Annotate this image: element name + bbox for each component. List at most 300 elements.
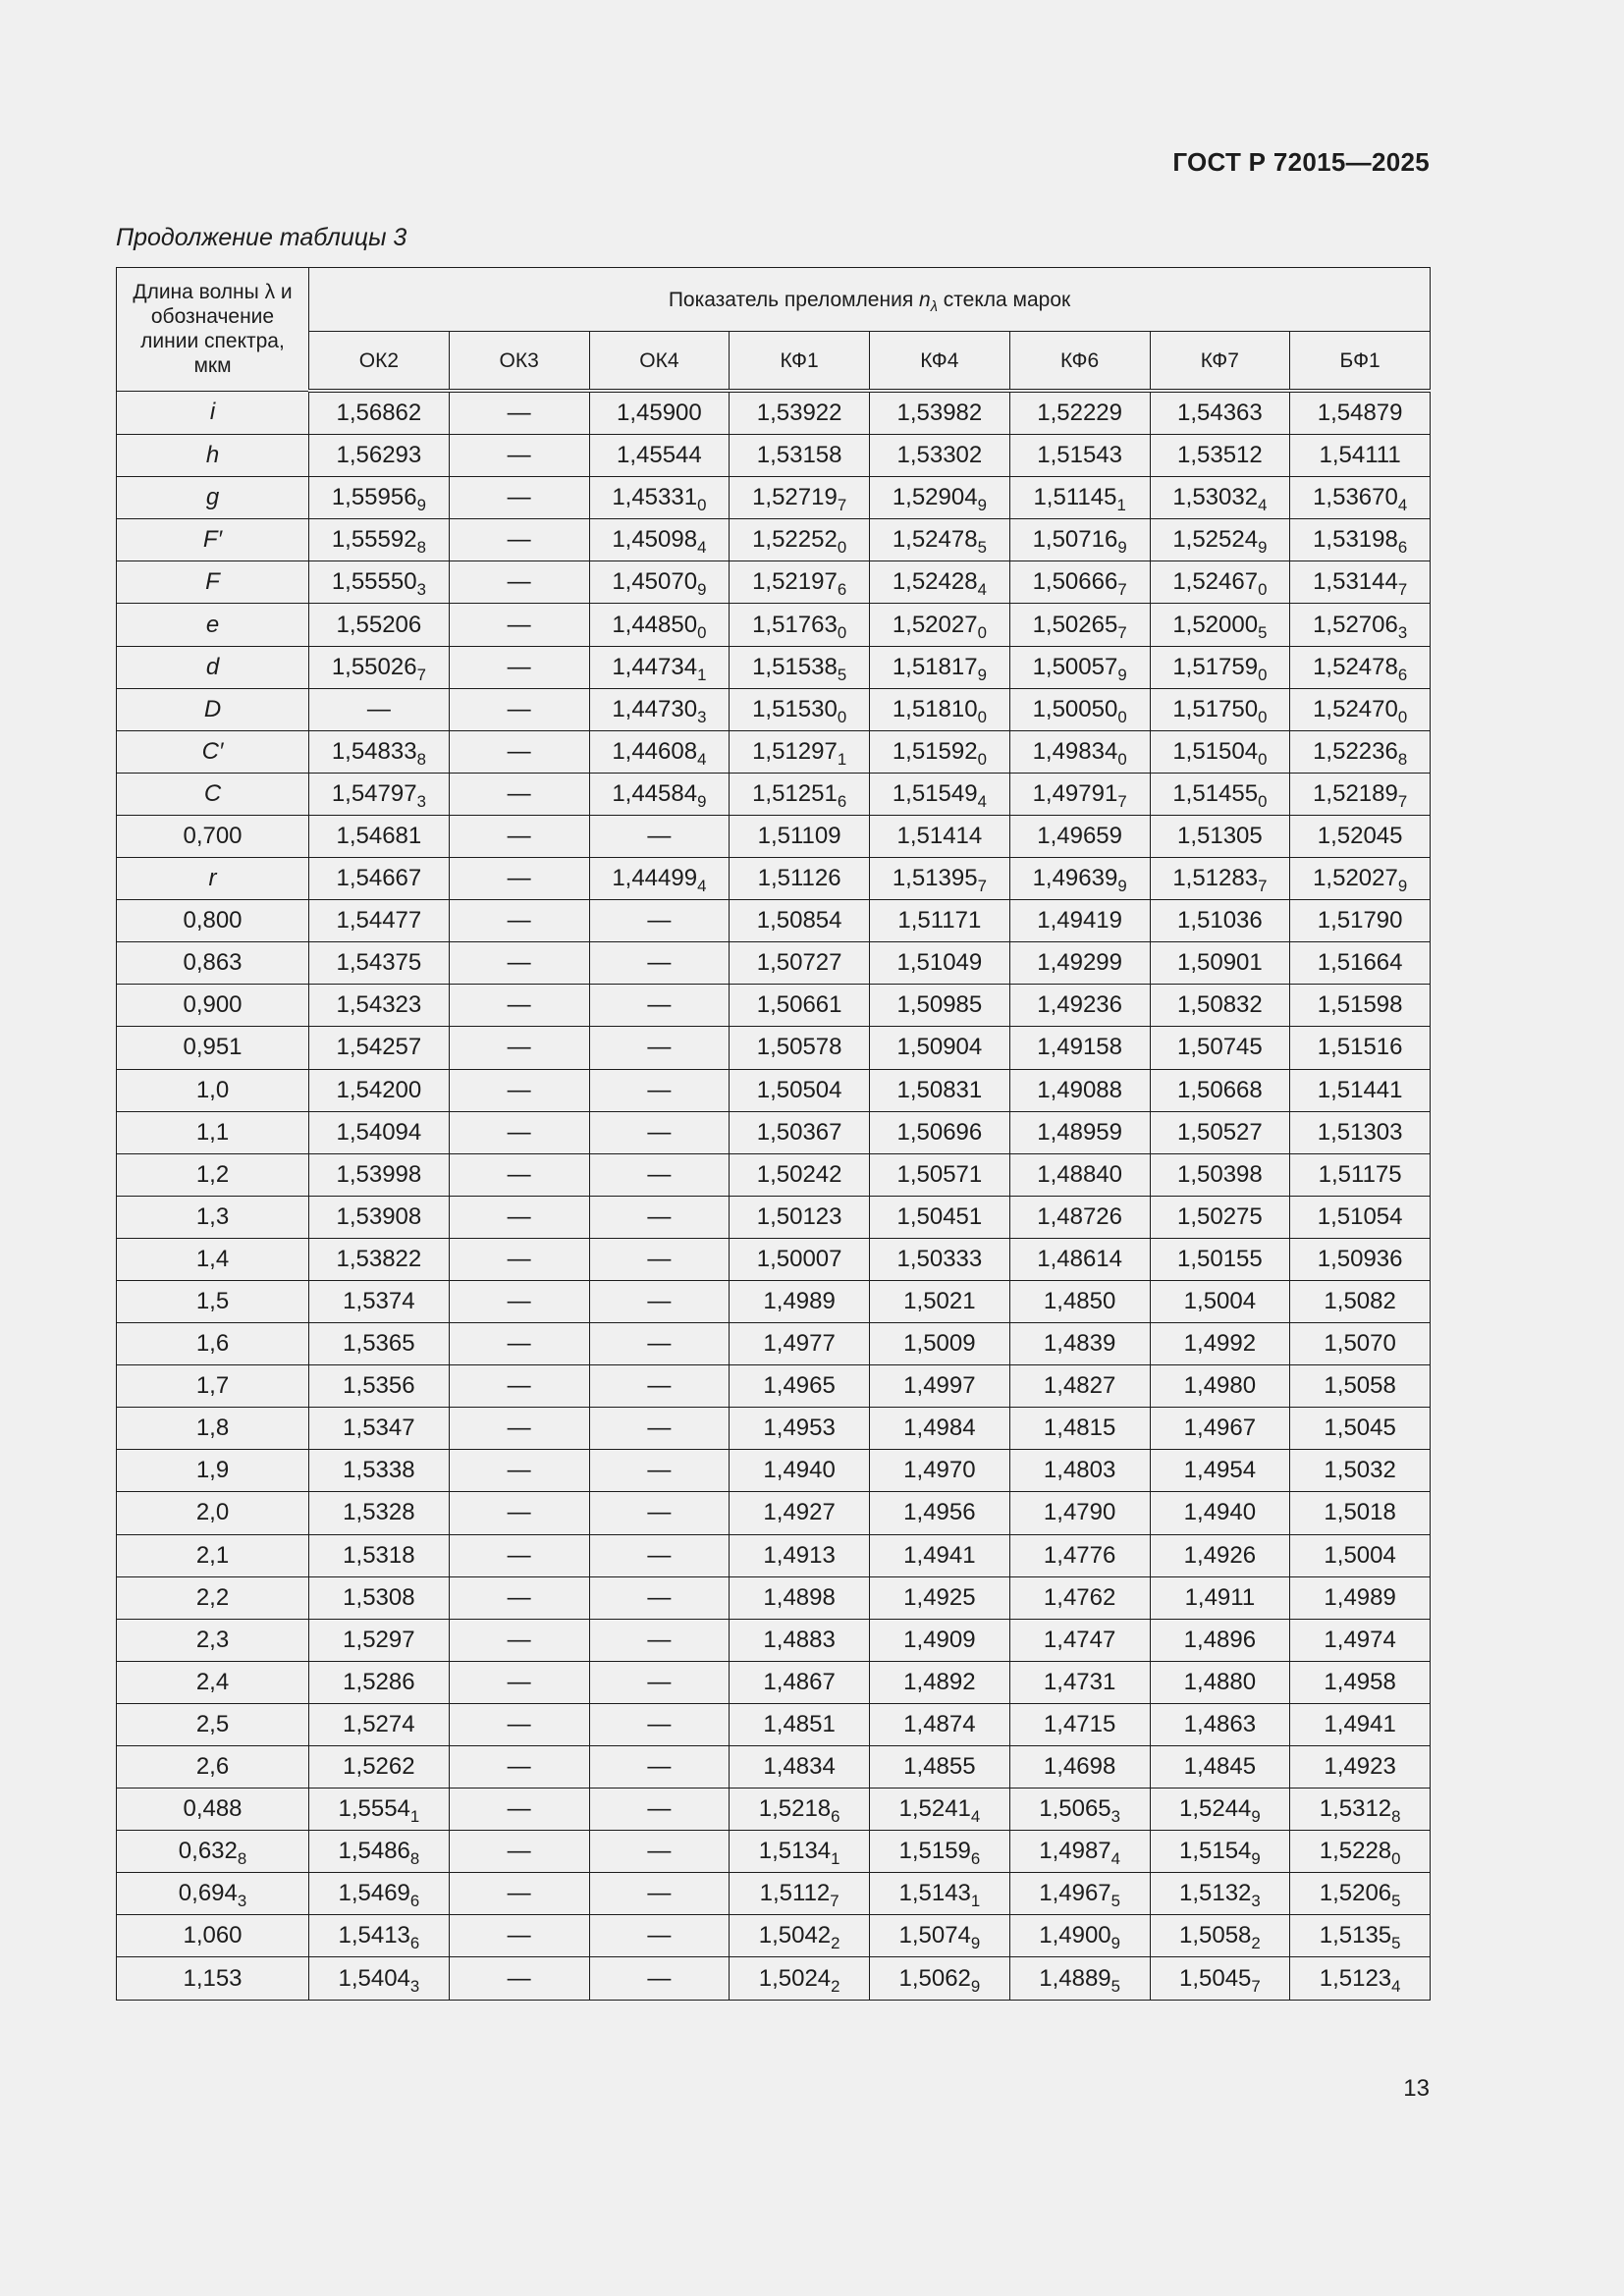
wavelength-label-cell: 1,2 xyxy=(117,1153,309,1196)
document-standard-header: ГОСТ Р 72015—2025 xyxy=(1172,147,1430,177)
refraction-value-cell: — xyxy=(449,942,589,985)
refraction-value-cell: 1,51598 xyxy=(1290,985,1431,1027)
wavelength-label-cell: $0,632_8$ xyxy=(117,1831,309,1873)
refraction-value-cell: $1,52467_0$ xyxy=(1150,561,1290,604)
refraction-value-cell: 1,4880 xyxy=(1150,1661,1290,1703)
refraction-value-cell: $1,52027_0$ xyxy=(870,604,1010,646)
refraction-value-cell: 1,5004 xyxy=(1150,1280,1290,1322)
table-header xyxy=(117,268,1431,392)
refraction-value-cell: $1,49639_9$ xyxy=(1009,858,1150,900)
refraction-value-cell: — xyxy=(449,1746,589,1789)
refraction-value-cell: — xyxy=(589,1831,730,1873)
refraction-value-cell: — xyxy=(589,1576,730,1619)
refraction-value-cell: 1,51664 xyxy=(1290,942,1431,985)
refraction-value-cell: 1,50668 xyxy=(1150,1069,1290,1111)
refraction-value-cell: $1,5074_9$ xyxy=(870,1915,1010,1957)
refraction-value-cell: $1,45331_0$ xyxy=(589,477,730,519)
refraction-value-cell: $1,53670_4$ xyxy=(1290,477,1431,519)
refraction-value-cell: 1,49419 xyxy=(1009,900,1150,942)
refraction-value-cell: 1,4863 xyxy=(1150,1703,1290,1745)
refraction-value-cell: 1,53922 xyxy=(730,391,870,435)
refraction-value-cell: 1,50578 xyxy=(730,1027,870,1069)
refraction-value-cell: — xyxy=(449,1323,589,1365)
refraction-value-cell: 1,56862 xyxy=(309,391,450,435)
refraction-value-cell: 1,4698 xyxy=(1009,1746,1150,1789)
refraction-value-cell: — xyxy=(589,1450,730,1492)
refraction-value-cell: — xyxy=(589,985,730,1027)
table-row xyxy=(117,773,1431,815)
wavelength-label-cell: 1,5 xyxy=(117,1280,309,1322)
refraction-value-cell: $1,5469_6$ xyxy=(309,1873,450,1915)
wavelength-label-cell: 2,4 xyxy=(117,1661,309,1703)
refraction-value-cell: 1,4958 xyxy=(1290,1661,1431,1703)
table-row xyxy=(117,391,1431,435)
refraction-value-cell: 1,4874 xyxy=(870,1703,1010,1745)
refraction-value-cell: — xyxy=(449,1027,589,1069)
refraction-value-cell: 1,51303 xyxy=(1290,1111,1431,1153)
refraction-value-cell: — xyxy=(589,1111,730,1153)
refraction-value-cell: 1,56293 xyxy=(309,435,450,477)
wavelength-label-cell: 0,863 xyxy=(117,942,309,985)
refraction-value-cell: 1,51516 xyxy=(1290,1027,1431,1069)
refraction-value-cell: 1,4845 xyxy=(1150,1746,1290,1789)
refraction-value-cell: $1,5159_6$ xyxy=(870,1831,1010,1873)
refraction-value-cell: 1,5032 xyxy=(1290,1450,1431,1492)
refraction-value-cell: — xyxy=(589,1238,730,1280)
refraction-value-cell: — xyxy=(449,391,589,435)
refraction-value-cell: 1,4984 xyxy=(870,1408,1010,1450)
refraction-value-cell: 1,4834 xyxy=(730,1746,870,1789)
refraction-value-cell: — xyxy=(589,1365,730,1408)
refraction-value-cell: 1,4790 xyxy=(1009,1492,1150,1534)
refraction-value-cell: $1,51750_0$ xyxy=(1150,688,1290,730)
wavelength-label-cell: 2,0 xyxy=(117,1492,309,1534)
refraction-value-cell: 1,4913 xyxy=(730,1534,870,1576)
refraction-value-cell: 1,4911 xyxy=(1150,1576,1290,1619)
table-row xyxy=(117,1576,1431,1619)
refraction-value-cell: — xyxy=(449,435,589,477)
refraction-value-cell: 1,4989 xyxy=(1290,1576,1431,1619)
refraction-value-cell: 1,53302 xyxy=(870,435,1010,477)
refraction-value-cell: — xyxy=(589,900,730,942)
refraction-value-cell: $1,50057_9$ xyxy=(1009,646,1150,688)
refraction-value-cell: 1,50398 xyxy=(1150,1153,1290,1196)
refraction-value-cell: — xyxy=(589,1746,730,1789)
table-row xyxy=(117,942,1431,985)
refraction-value-cell: — xyxy=(449,1450,589,1492)
wavelength-label-cell: $0,694_3$ xyxy=(117,1873,309,1915)
refraction-value-cell: 1,4883 xyxy=(730,1619,870,1661)
refraction-value-cell: $1,44499_4$ xyxy=(589,858,730,900)
table-row xyxy=(117,1450,1431,1492)
refraction-value-cell: 1,54094 xyxy=(309,1111,450,1153)
refraction-value-cell: 1,53908 xyxy=(309,1196,450,1238)
refraction-value-cell: 1,5328 xyxy=(309,1492,450,1534)
refraction-value-cell: 1,51036 xyxy=(1150,900,1290,942)
refraction-value-cell: 1,49158 xyxy=(1009,1027,1150,1069)
refraction-value-cell: 1,4925 xyxy=(870,1576,1010,1619)
refraction-value-cell: 1,4923 xyxy=(1290,1746,1431,1789)
refraction-value-cell: $1,5123_4$ xyxy=(1290,1957,1431,2000)
refraction-value-cell: $1,50265_7$ xyxy=(1009,604,1150,646)
refraction-value-cell: $1,4987_4$ xyxy=(1009,1831,1150,1873)
refraction-value-cell: — xyxy=(449,1619,589,1661)
refraction-value-cell: $1,55550_3$ xyxy=(309,561,450,604)
refraction-value-cell: 1,54879 xyxy=(1290,391,1431,435)
wavelength-label-cell: 0,951 xyxy=(117,1027,309,1069)
wavelength-label-cell: 1,3 xyxy=(117,1196,309,1238)
refraction-value-cell: — xyxy=(449,477,589,519)
refraction-value-cell: 1,4989 xyxy=(730,1280,870,1322)
table-row xyxy=(117,1153,1431,1196)
refraction-value-cell: $1,44850_0$ xyxy=(589,604,730,646)
refraction-value-cell: $1,5045_7$ xyxy=(1150,1957,1290,2000)
refraction-value-cell: 1,54200 xyxy=(309,1069,450,1111)
refraction-value-cell: 1,52045 xyxy=(1290,815,1431,857)
refraction-value-cell: $1,52000_5$ xyxy=(1150,604,1290,646)
table-row xyxy=(117,1323,1431,1365)
refraction-value-cell: 1,5318 xyxy=(309,1534,450,1576)
table-row xyxy=(117,1831,1431,1873)
refraction-value-cell: — xyxy=(449,1957,589,2000)
table-row xyxy=(117,435,1431,477)
wavelength-label-cell: 2,3 xyxy=(117,1619,309,1661)
refraction-value-cell: 1,48614 xyxy=(1009,1238,1150,1280)
refraction-value-cell: 1,4965 xyxy=(730,1365,870,1408)
column-header: ОК2 xyxy=(309,332,450,392)
refraction-value-cell: 1,4839 xyxy=(1009,1323,1150,1365)
refraction-value-cell: $1,52719_7$ xyxy=(730,477,870,519)
refraction-value-cell: $1,51592_0$ xyxy=(870,730,1010,773)
refraction-value-cell: — xyxy=(449,1280,589,1322)
refraction-value-cell: $1,5062_9$ xyxy=(870,1957,1010,2000)
refraction-value-cell: — xyxy=(449,1111,589,1153)
wavelength-label-cell: 0,488 xyxy=(117,1789,309,1831)
table-row xyxy=(117,1492,1431,1534)
refraction-value-cell: — xyxy=(589,1153,730,1196)
refraction-value-cell: $1,51759_0$ xyxy=(1150,646,1290,688)
table-row xyxy=(117,1111,1431,1153)
refraction-value-cell: — xyxy=(589,1323,730,1365)
refraction-value-cell: 1,48840 xyxy=(1009,1153,1150,1196)
table-row xyxy=(117,1365,1431,1408)
refraction-value-cell: — xyxy=(449,1238,589,1280)
refraction-value-cell: 1,51790 xyxy=(1290,900,1431,942)
refraction-value-cell: $1,44730_3$ xyxy=(589,688,730,730)
refraction-value-cell: — xyxy=(589,1661,730,1703)
wavelength-label-cell: C xyxy=(117,773,309,815)
table-row xyxy=(117,1280,1431,1322)
refraction-value-cell: $1,5132_3$ xyxy=(1150,1873,1290,1915)
refraction-value-cell: $1,52904_9$ xyxy=(870,477,1010,519)
refraction-value-cell: $1,54833_8$ xyxy=(309,730,450,773)
table-row xyxy=(117,815,1431,857)
refraction-value-cell: 1,4992 xyxy=(1150,1323,1290,1365)
refraction-value-cell: 1,4926 xyxy=(1150,1534,1290,1576)
refraction-value-cell: $1,51283_7$ xyxy=(1150,858,1290,900)
refraction-value-cell: 1,5347 xyxy=(309,1408,450,1450)
refraction-value-cell: $1,51817_9$ xyxy=(870,646,1010,688)
refraction-value-cell: $1,51455_0$ xyxy=(1150,773,1290,815)
refraction-value-cell: $1,52428_4$ xyxy=(870,561,1010,604)
refraction-value-cell: $1,51297_1$ xyxy=(730,730,870,773)
refraction-value-cell: 1,50745 xyxy=(1150,1027,1290,1069)
wavelength-label-cell: 1,7 xyxy=(117,1365,309,1408)
table-row xyxy=(117,858,1431,900)
refraction-value-cell: $1,51504_0$ xyxy=(1150,730,1290,773)
table-row xyxy=(117,519,1431,561)
refraction-value-cell: 1,4927 xyxy=(730,1492,870,1534)
refraction-value-cell: 1,50155 xyxy=(1150,1238,1290,1280)
refraction-value-cell: 1,50661 xyxy=(730,985,870,1027)
wavelength-label-cell: r xyxy=(117,858,309,900)
refraction-value-cell: $1,51395_7$ xyxy=(870,858,1010,900)
wavelength-label-cell: 2,2 xyxy=(117,1576,309,1619)
page-number: 13 xyxy=(1403,2075,1430,2102)
refraction-value-cell: $1,51810_0$ xyxy=(870,688,1010,730)
refraction-value-cell: $1,5206_5$ xyxy=(1290,1873,1431,1915)
refraction-value-cell: $1,49791_7$ xyxy=(1009,773,1150,815)
wavelength-label-cell: 2,1 xyxy=(117,1534,309,1576)
refraction-value-cell: — xyxy=(589,1408,730,1450)
refraction-value-cell: $1,45098_4$ xyxy=(589,519,730,561)
refraction-value-cell: $1,52478_5$ xyxy=(870,519,1010,561)
refraction-value-cell: 1,4851 xyxy=(730,1703,870,1745)
refraction-value-cell: 1,55206 xyxy=(309,604,450,646)
wavelength-label-cell: 1,9 xyxy=(117,1450,309,1492)
refraction-value-cell: — xyxy=(449,1915,589,1957)
refraction-value-cell: 1,49236 xyxy=(1009,985,1150,1027)
refraction-value-cell: $1,51251_6$ xyxy=(730,773,870,815)
refraction-value-cell: $1,5065_3$ xyxy=(1009,1789,1150,1831)
refraction-value-cell: — xyxy=(449,519,589,561)
refraction-value-cell: 1,49088 xyxy=(1009,1069,1150,1111)
wavelength-label-cell: 1,8 xyxy=(117,1408,309,1450)
refraction-value-cell: $1,44734_1$ xyxy=(589,646,730,688)
table-row xyxy=(117,1027,1431,1069)
refraction-value-cell: 1,50242 xyxy=(730,1153,870,1196)
column-header: КФ7 xyxy=(1150,332,1290,392)
wavelength-label-cell: 0,700 xyxy=(117,815,309,857)
group-header-suffix: стекла марок xyxy=(937,288,1071,311)
wavelength-column-header: Длина волны λ и обозначение линии спектра, мкм xyxy=(117,268,309,392)
table-row xyxy=(117,985,1431,1027)
table-row xyxy=(117,688,1431,730)
refraction-value-cell: 1,51305 xyxy=(1150,815,1290,857)
refraction-value-cell: 1,4967 xyxy=(1150,1408,1290,1450)
wavelength-label-cell: 1,4 xyxy=(117,1238,309,1280)
refraction-value-cell: — xyxy=(449,1365,589,1408)
table-row xyxy=(117,1238,1431,1280)
refraction-value-cell: $1,51145_1$ xyxy=(1009,477,1150,519)
refraction-value-cell: 1,4974 xyxy=(1290,1619,1431,1661)
wavelength-label-cell: d xyxy=(117,646,309,688)
refraction-value-cell: $1,52027_9$ xyxy=(1290,858,1431,900)
column-header: КФ6 xyxy=(1009,332,1150,392)
refraction-value-cell: 1,53822 xyxy=(309,1238,450,1280)
refraction-value-cell: 1,4941 xyxy=(1290,1703,1431,1745)
refraction-value-cell: 1,50123 xyxy=(730,1196,870,1238)
refraction-value-cell: — xyxy=(449,561,589,604)
refraction-value-cell: 1,4980 xyxy=(1150,1365,1290,1408)
refraction-value-cell: 1,5262 xyxy=(309,1746,450,1789)
refraction-value-cell: 1,50504 xyxy=(730,1069,870,1111)
refraction-value-cell: 1,54477 xyxy=(309,900,450,942)
refraction-value-cell: $1,52470_0$ xyxy=(1290,688,1431,730)
refraction-value-cell: $1,54797_3$ xyxy=(309,773,450,815)
refraction-value-cell: 1,5004 xyxy=(1290,1534,1431,1576)
refraction-value-cell: $1,53198_6$ xyxy=(1290,519,1431,561)
column-header: КФ1 xyxy=(730,332,870,392)
refraction-value-cell: — xyxy=(449,1789,589,1831)
wavelength-label-cell: 2,5 xyxy=(117,1703,309,1745)
refraction-value-cell: 1,4803 xyxy=(1009,1450,1150,1492)
refraction-value-cell: — xyxy=(449,815,589,857)
refraction-value-cell: $1,5244_9$ xyxy=(1150,1789,1290,1831)
refraction-value-cell: $1,4967_5$ xyxy=(1009,1873,1150,1915)
refraction-value-cell: 1,4970 xyxy=(870,1450,1010,1492)
refraction-value-cell: — xyxy=(309,688,450,730)
refraction-value-cell: $1,52189_7$ xyxy=(1290,773,1431,815)
refraction-value-cell: — xyxy=(449,858,589,900)
table-row xyxy=(117,1746,1431,1789)
refraction-value-cell: 1,50832 xyxy=(1150,985,1290,1027)
refraction-value-cell: — xyxy=(449,1408,589,1450)
group-header-prefix: Показатель преломления xyxy=(668,288,920,311)
refraction-value-cell: — xyxy=(449,1661,589,1703)
refraction-value-cell: 1,4715 xyxy=(1009,1703,1150,1745)
refraction-value-cell: $1,4900_9$ xyxy=(1009,1915,1150,1957)
refraction-value-cell: 1,53158 xyxy=(730,435,870,477)
refraction-value-cell: 1,49299 xyxy=(1009,942,1150,985)
refraction-value-cell: $1,5058_2$ xyxy=(1150,1915,1290,1957)
refraction-value-cell: 1,50571 xyxy=(870,1153,1010,1196)
refraction-value-cell: 1,48726 xyxy=(1009,1196,1150,1238)
refraction-value-cell: $1,5112_7$ xyxy=(730,1873,870,1915)
refraction-value-cell: $1,5134_1$ xyxy=(730,1831,870,1873)
refraction-value-cell: 1,51175 xyxy=(1290,1153,1431,1196)
refraction-value-cell: — xyxy=(589,1027,730,1069)
refraction-value-cell: 1,52229 xyxy=(1009,391,1150,435)
refraction-value-cell: 1,51126 xyxy=(730,858,870,900)
table-row xyxy=(117,604,1431,646)
refraction-value-cell: $1,5228_0$ xyxy=(1290,1831,1431,1873)
refraction-value-cell: 1,5082 xyxy=(1290,1280,1431,1322)
refraction-value-cell: — xyxy=(449,604,589,646)
refraction-value-cell: $1,5042_2$ xyxy=(730,1915,870,1957)
refraction-value-cell: — xyxy=(449,1831,589,1873)
refraction-value-cell: 1,50696 xyxy=(870,1111,1010,1153)
refraction-value-cell: $1,52478_6$ xyxy=(1290,646,1431,688)
refraction-value-cell: — xyxy=(449,1196,589,1238)
wavelength-label-cell: 1,6 xyxy=(117,1323,309,1365)
refraction-value-cell: 1,50451 xyxy=(870,1196,1010,1238)
refraction-value-cell: $1,45070_9$ xyxy=(589,561,730,604)
column-header: БФ1 xyxy=(1290,332,1431,392)
refraction-value-cell: — xyxy=(589,1873,730,1915)
wavelength-label-cell: 0,900 xyxy=(117,985,309,1027)
refraction-value-cell: $1,52197_6$ xyxy=(730,561,870,604)
refraction-value-cell: 1,51049 xyxy=(870,942,1010,985)
table-row xyxy=(117,1408,1431,1450)
wavelength-label-cell: D xyxy=(117,688,309,730)
wavelength-label-cell: 1,1 xyxy=(117,1111,309,1153)
refraction-value-cell: 1,50007 xyxy=(730,1238,870,1280)
refraction-value-cell: — xyxy=(449,773,589,815)
refraction-value-cell: $1,4889_5$ xyxy=(1009,1957,1150,2000)
refraction-value-cell: 1,48959 xyxy=(1009,1111,1150,1153)
wavelength-label-cell: h xyxy=(117,435,309,477)
refraction-value-cell: 1,4855 xyxy=(870,1746,1010,1789)
refraction-value-cell: 1,50936 xyxy=(1290,1238,1431,1280)
refraction-value-cell: — xyxy=(449,1069,589,1111)
table-row xyxy=(117,561,1431,604)
refraction-value-cell: 1,50333 xyxy=(870,1238,1010,1280)
refraction-value-cell: $1,49834_0$ xyxy=(1009,730,1150,773)
refraction-value-cell: 1,5058 xyxy=(1290,1365,1431,1408)
table-row xyxy=(117,1957,1431,2000)
refraction-value-cell: — xyxy=(449,1703,589,1745)
refraction-value-cell: 1,50985 xyxy=(870,985,1010,1027)
refraction-value-cell: — xyxy=(589,815,730,857)
refraction-value-cell: 1,49659 xyxy=(1009,815,1150,857)
refraction-value-cell: — xyxy=(449,1153,589,1196)
refraction-value-cell: 1,4762 xyxy=(1009,1576,1150,1619)
refraction-value-cell: 1,51543 xyxy=(1009,435,1150,477)
refraction-value-cell: 1,4827 xyxy=(1009,1365,1150,1408)
refraction-value-cell: 1,4909 xyxy=(870,1619,1010,1661)
refraction-value-cell: — xyxy=(589,1492,730,1534)
refraction-value-cell: 1,50367 xyxy=(730,1111,870,1153)
refraction-value-cell: 1,51414 xyxy=(870,815,1010,857)
refraction-value-cell: $1,50666_7$ xyxy=(1009,561,1150,604)
wavelength-label-cell: 0,800 xyxy=(117,900,309,942)
refraction-value-cell: 1,45544 xyxy=(589,435,730,477)
refraction-value-cell: — xyxy=(449,1873,589,1915)
refraction-value-cell: 1,50901 xyxy=(1150,942,1290,985)
refraction-value-cell: 1,4954 xyxy=(1150,1450,1290,1492)
refraction-value-cell: $1,51549_4$ xyxy=(870,773,1010,815)
refraction-value-cell: $1,53032_4$ xyxy=(1150,477,1290,519)
refraction-value-cell: — xyxy=(449,1534,589,1576)
table-body xyxy=(117,391,1431,2000)
refraction-value-cell: $1,50716_9$ xyxy=(1009,519,1150,561)
refraction-value-cell: 1,54111 xyxy=(1290,435,1431,477)
table-row xyxy=(117,1703,1431,1745)
table-row xyxy=(117,1534,1431,1576)
refraction-value-cell: $1,5154_9$ xyxy=(1150,1831,1290,1873)
wavelength-label-cell: 1,0 xyxy=(117,1069,309,1111)
refraction-value-cell: — xyxy=(449,985,589,1027)
refraction-value-cell: 1,5356 xyxy=(309,1365,450,1408)
refraction-value-cell: $1,51538_5$ xyxy=(730,646,870,688)
refraction-index-table xyxy=(116,267,1431,2001)
refraction-value-cell: — xyxy=(589,1703,730,1745)
refraction-value-cell: 1,4731 xyxy=(1009,1661,1150,1703)
refraction-value-cell: $1,52252_0$ xyxy=(730,519,870,561)
refraction-value-cell: $1,5135_5$ xyxy=(1290,1915,1431,1957)
refraction-value-cell: — xyxy=(449,900,589,942)
column-header: ОК4 xyxy=(589,332,730,392)
refraction-value-cell: — xyxy=(589,1196,730,1238)
wavelength-label-cell: 1,060 xyxy=(117,1915,309,1957)
table-row xyxy=(117,1661,1431,1703)
n-lambda-symbol: $n_\lambda$ xyxy=(919,288,938,315)
refraction-value-cell: 1,4977 xyxy=(730,1323,870,1365)
refraction-value-cell: 1,53998 xyxy=(309,1153,450,1196)
refraction-value-cell: — xyxy=(589,1280,730,1322)
refraction-value-cell: $1,55026_7$ xyxy=(309,646,450,688)
